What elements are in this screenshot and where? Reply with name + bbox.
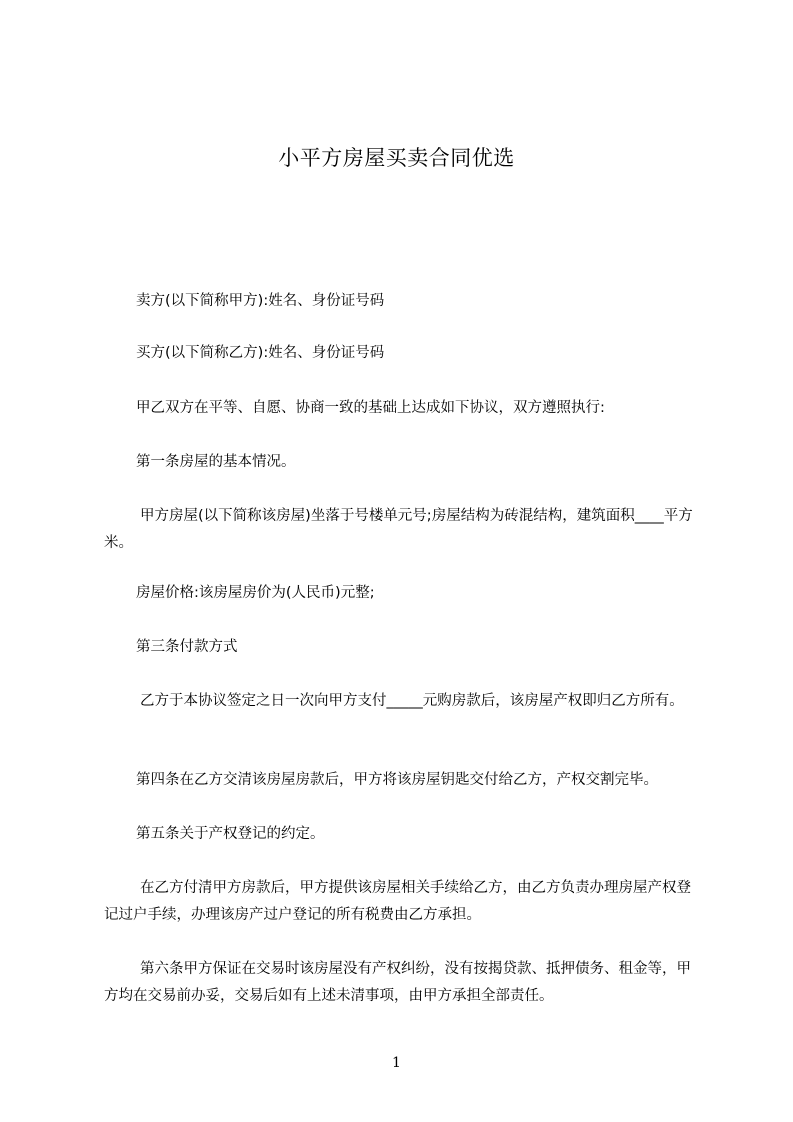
page-number: 1: [392, 1055, 401, 1071]
article-1-heading: 第一条房屋的基本情况。: [136, 454, 296, 470]
article-3-heading: 第三条付款方式: [136, 639, 238, 655]
document-title: 小平方房屋买卖合同优选: [278, 146, 515, 170]
article-6-paragraph: 第六条甲方保证在交易时该房屋没有产权纠纷，没有按揭贷款、抵押债务、租金等，甲方均在交易前办妥，交易后如有上述未清事项，由甲方承担全部责任。: [104, 961, 691, 1004]
article-5-heading: 第五条关于产权登记的约定。: [136, 826, 325, 842]
buyer-paragraph: 买方(以下简称乙方):姓名、身份证号码: [136, 345, 385, 361]
seller-paragraph: 卖方(以下简称甲方):姓名、身份证号码: [136, 293, 385, 309]
article-4-paragraph: 第四条在乙方交清该房屋房款后，甲方将该房屋钥匙交付给乙方，产权交割完毕。: [136, 772, 658, 788]
house-description-paragraph: 甲方房屋(以下简称该房屋)坐落于号楼单元号;房屋结构为砖混结构，建筑面积____平方米。: [104, 508, 693, 551]
house-price-paragraph: 房屋价格:该房屋房价为(人民币)元整;: [136, 585, 375, 601]
agreement-intro-paragraph: 甲乙双方在平等、自愿、协商一致的基础上达成如下协议，双方遵照执行:: [136, 400, 605, 416]
payment-paragraph: 乙方于本协议签定之日一次向甲方支付_____元购房款后，该房屋产权即归乙方所有。: [140, 693, 684, 709]
registration-paragraph: 在乙方付清甲方房款后，甲方提供该房屋相关手续给乙方，由乙方负责办理房屋产权登记过户手续，办理该房产过户登记的所有税费由乙方承担。: [104, 880, 691, 923]
